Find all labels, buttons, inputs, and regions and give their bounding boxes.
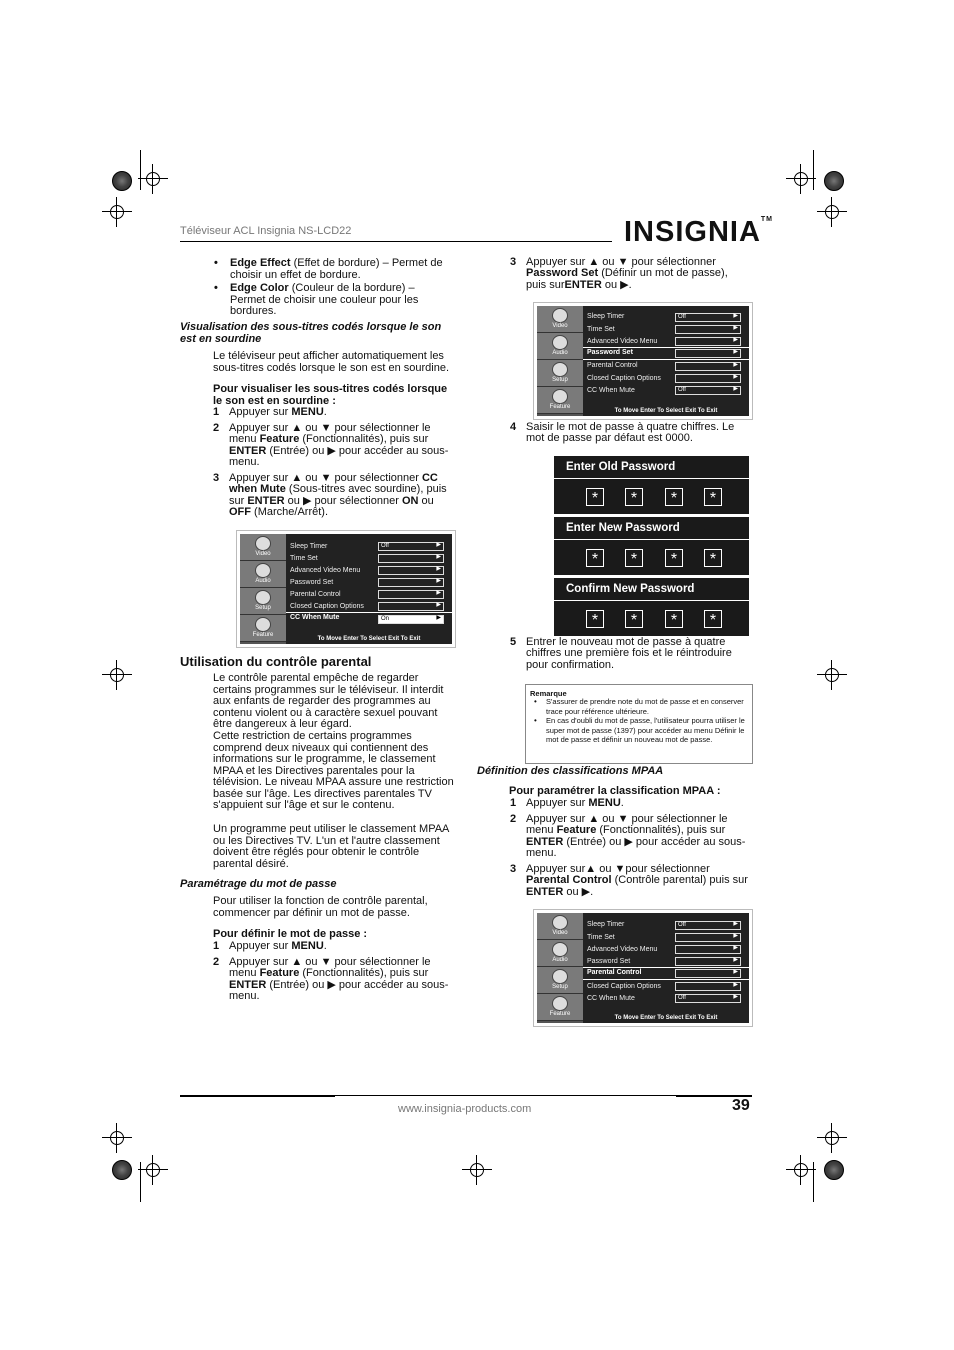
tv-menu-cc-when-mute <box>236 530 456 648</box>
menu-sidebar <box>537 913 583 1023</box>
registration-mark <box>102 1123 132 1153</box>
registration-disc <box>112 171 132 191</box>
paragraph: Le contrôle parental empêche de regarder certains programmes sur le téléviseur. Il interdit aux enfants de regarder des programmes au contenu violent ou à caractère sexuel pouvant être dangereux à leur égard. <box>213 672 444 730</box>
menu-footer: To Move Enter To Select Exit To Exit <box>317 636 421 642</box>
menu-item: Sleep Timer <box>587 313 625 320</box>
password-panel-title: Enter Old Password <box>554 456 749 478</box>
tab-feature: Feature <box>537 994 583 1021</box>
password-digit: * <box>665 549 683 567</box>
header-rule <box>180 241 612 242</box>
tab-feature: Feature <box>240 615 286 642</box>
crop-line <box>140 150 141 190</box>
tv-menu-parental-control <box>533 909 753 1027</box>
paragraph: Pour utiliser la fonction de contrôle parental, commencer par définir un mot de passe. <box>213 895 428 919</box>
password-digit: * <box>704 549 722 567</box>
menu-value <box>675 982 741 991</box>
registration-mark <box>786 164 816 194</box>
menu-footer: To Move Enter To Select Exit To Exit <box>614 1015 718 1021</box>
menu-footer: To Move Enter To Select Exit To Exit <box>614 408 718 414</box>
menu-item: Password Set <box>587 958 631 965</box>
tab-audio: Audio <box>537 333 583 360</box>
password-digit: * <box>586 549 604 567</box>
tab-video: Video <box>240 534 286 561</box>
registration-mark <box>102 660 132 690</box>
menu-item-selected: CC When Mute <box>290 614 340 621</box>
registration-disc <box>824 1160 844 1180</box>
footer-url: www.insignia-products.com <box>398 1103 532 1115</box>
registration-disc <box>112 1160 132 1180</box>
menu-panel <box>286 534 452 644</box>
note-item: S'assurer de prendre note du mot de passe et en conserver trace pour référence ultérieure. <box>546 697 744 716</box>
menu-value <box>675 957 741 966</box>
tab-setup: Setup <box>240 588 286 615</box>
password-panel-title: Enter New Password <box>554 517 749 539</box>
registration-mark <box>462 1155 492 1185</box>
password-digit: * <box>586 488 604 506</box>
password-digit: * <box>625 549 643 567</box>
registration-mark <box>138 1155 168 1185</box>
section-heading: Utilisation du contrôle parental <box>180 654 372 669</box>
menu-value <box>675 362 741 371</box>
registration-disc <box>824 171 844 191</box>
tab-feature: Feature <box>537 387 583 414</box>
tab-audio: Audio <box>240 561 286 588</box>
note-bullet: • <box>534 716 537 725</box>
menu-value <box>378 602 444 611</box>
menu-item: Advanced Video Menu <box>587 338 658 345</box>
footer-rule-thin <box>180 1095 752 1096</box>
menu-item: Time Set <box>587 934 615 941</box>
tab-video: Video <box>537 306 583 333</box>
procedure-lead: Pour visualiser les sous-titres codés lorsque le son est en sourdine : <box>213 383 448 407</box>
menu-sidebar <box>537 306 583 416</box>
registration-mark <box>817 197 847 227</box>
menu-item: Time Set <box>290 555 318 562</box>
menu-item: Time Set <box>587 326 615 333</box>
bullet-item: • Edge Color (Couleur de la bordure) – Permet de choisir une couleur pour les bordures. <box>214 282 419 317</box>
password-input-row <box>554 540 749 575</box>
page-number: 39 <box>732 1097 750 1114</box>
crop-line <box>140 1162 141 1202</box>
password-input-row <box>554 601 749 636</box>
selection-line <box>583 967 749 968</box>
password-panel-title: Confirm New Password <box>554 578 749 600</box>
insignia-logo: INSIGNIA™ <box>624 216 774 248</box>
menu-value <box>378 554 444 563</box>
password-digit: * <box>586 610 604 628</box>
menu-panel <box>583 913 749 1023</box>
menu-value: Off ▶ <box>675 386 741 395</box>
procedure-lead: Pour paramétrer la classification MPAA : <box>509 785 721 797</box>
paragraph: Un programme peut utiliser le classement MPAA ou les Directives TV. L'un et l'autre classement doivent être réglés pour obtenir le contrôle parental désiré. <box>213 823 449 870</box>
tab-setup: Setup <box>537 360 583 387</box>
paragraph: Le téléviseur peut afficher automatiquement les sous-titres codés lorsque le son est en sourdine. <box>213 350 450 374</box>
menu-item: Parental Control <box>587 362 638 369</box>
password-digit: * <box>704 488 722 506</box>
selection-line <box>286 612 452 613</box>
menu-item-selected: Parental Control <box>587 969 642 976</box>
note-title: Remarque <box>530 689 567 698</box>
menu-panel <box>583 306 749 416</box>
menu-value <box>675 349 741 358</box>
password-digit: * <box>625 610 643 628</box>
password-input-row <box>554 479 749 514</box>
registration-mark <box>817 660 847 690</box>
password-digit: * <box>704 610 722 628</box>
bullet-item: • Edge Effect (Effet de bordure) – Permet de choisir un effet de bordure. <box>214 257 443 281</box>
menu-value <box>675 337 741 346</box>
registration-mark <box>786 1155 816 1185</box>
menu-item: Sleep Timer <box>587 921 625 928</box>
procedure-lead: Pour définir le mot de passe : <box>213 928 368 940</box>
crop-line <box>813 1162 814 1202</box>
registration-mark <box>102 197 132 227</box>
menu-value <box>378 590 444 599</box>
menu-item: Closed Caption Options <box>587 375 661 382</box>
registration-mark <box>138 164 168 194</box>
tab-video: Video <box>537 913 583 940</box>
tv-menu-password-set <box>533 302 753 420</box>
menu-value: Off ▶ <box>675 994 741 1003</box>
running-header: Téléviseur ACL Insignia NS-LCD22 <box>180 225 352 237</box>
password-digit: * <box>665 488 683 506</box>
menu-value <box>675 325 741 334</box>
menu-value: Off ▶ <box>675 313 741 322</box>
menu-value <box>675 374 741 383</box>
note-item: En cas d'oubli du mot de passe, l'utilisateur pourra utiliser le super mot de passe (1397) pour accéder au menu Définir le mot de passe et définir un nouveau mot de passe. <box>546 716 745 744</box>
menu-item: Password Set <box>290 579 334 586</box>
menu-value <box>378 566 444 575</box>
menu-item: Advanced Video Menu <box>587 946 658 953</box>
menu-value: On ▶ <box>378 615 444 624</box>
note-box <box>525 684 753 764</box>
password-digit: * <box>665 610 683 628</box>
menu-item: Closed Caption Options <box>587 983 661 990</box>
menu-value: Off ▶ <box>378 542 444 551</box>
crop-line <box>813 150 814 190</box>
selection-line <box>583 347 749 348</box>
tab-setup: Setup <box>537 967 583 994</box>
menu-item-selected: Password Set <box>587 349 633 356</box>
selection-line <box>583 359 749 360</box>
menu-sidebar <box>240 534 286 644</box>
menu-item: Closed Caption Options <box>290 603 364 610</box>
menu-value: Off ▶ <box>675 921 741 930</box>
menu-value <box>675 969 741 978</box>
section-subheading: Paramétrage du mot de passe <box>180 878 337 890</box>
menu-item: CC When Mute <box>587 995 635 1002</box>
registration-mark <box>817 1123 847 1153</box>
selection-line <box>583 979 749 980</box>
menu-value <box>675 945 741 954</box>
menu-item: Advanced Video Menu <box>290 567 361 574</box>
menu-value <box>378 578 444 587</box>
menu-item: Sleep Timer <box>290 543 328 550</box>
paragraph: Cette restriction de certains programmes comprend deux niveaux qui contiennent des informations sur le programme, le classement MPAA et les Directives parentales pour la télévision. Le niveau MPAA assure une restriction basée sur l'âge. Les directives parentales TV s'appuient sur l'âge et sur le contenu. <box>213 730 454 811</box>
menu-item: CC When Mute <box>587 387 635 394</box>
password-digit: * <box>625 488 643 506</box>
menu-item: Parental Control <box>290 591 341 598</box>
section-subheading: Visualisation des sous-titres codés lorsque le son est en sourdine <box>180 321 442 345</box>
section-subheading: Définition des classifications MPAA <box>477 765 664 777</box>
tab-audio: Audio <box>537 940 583 967</box>
note-bullet: • <box>534 697 537 706</box>
menu-value <box>675 933 741 942</box>
